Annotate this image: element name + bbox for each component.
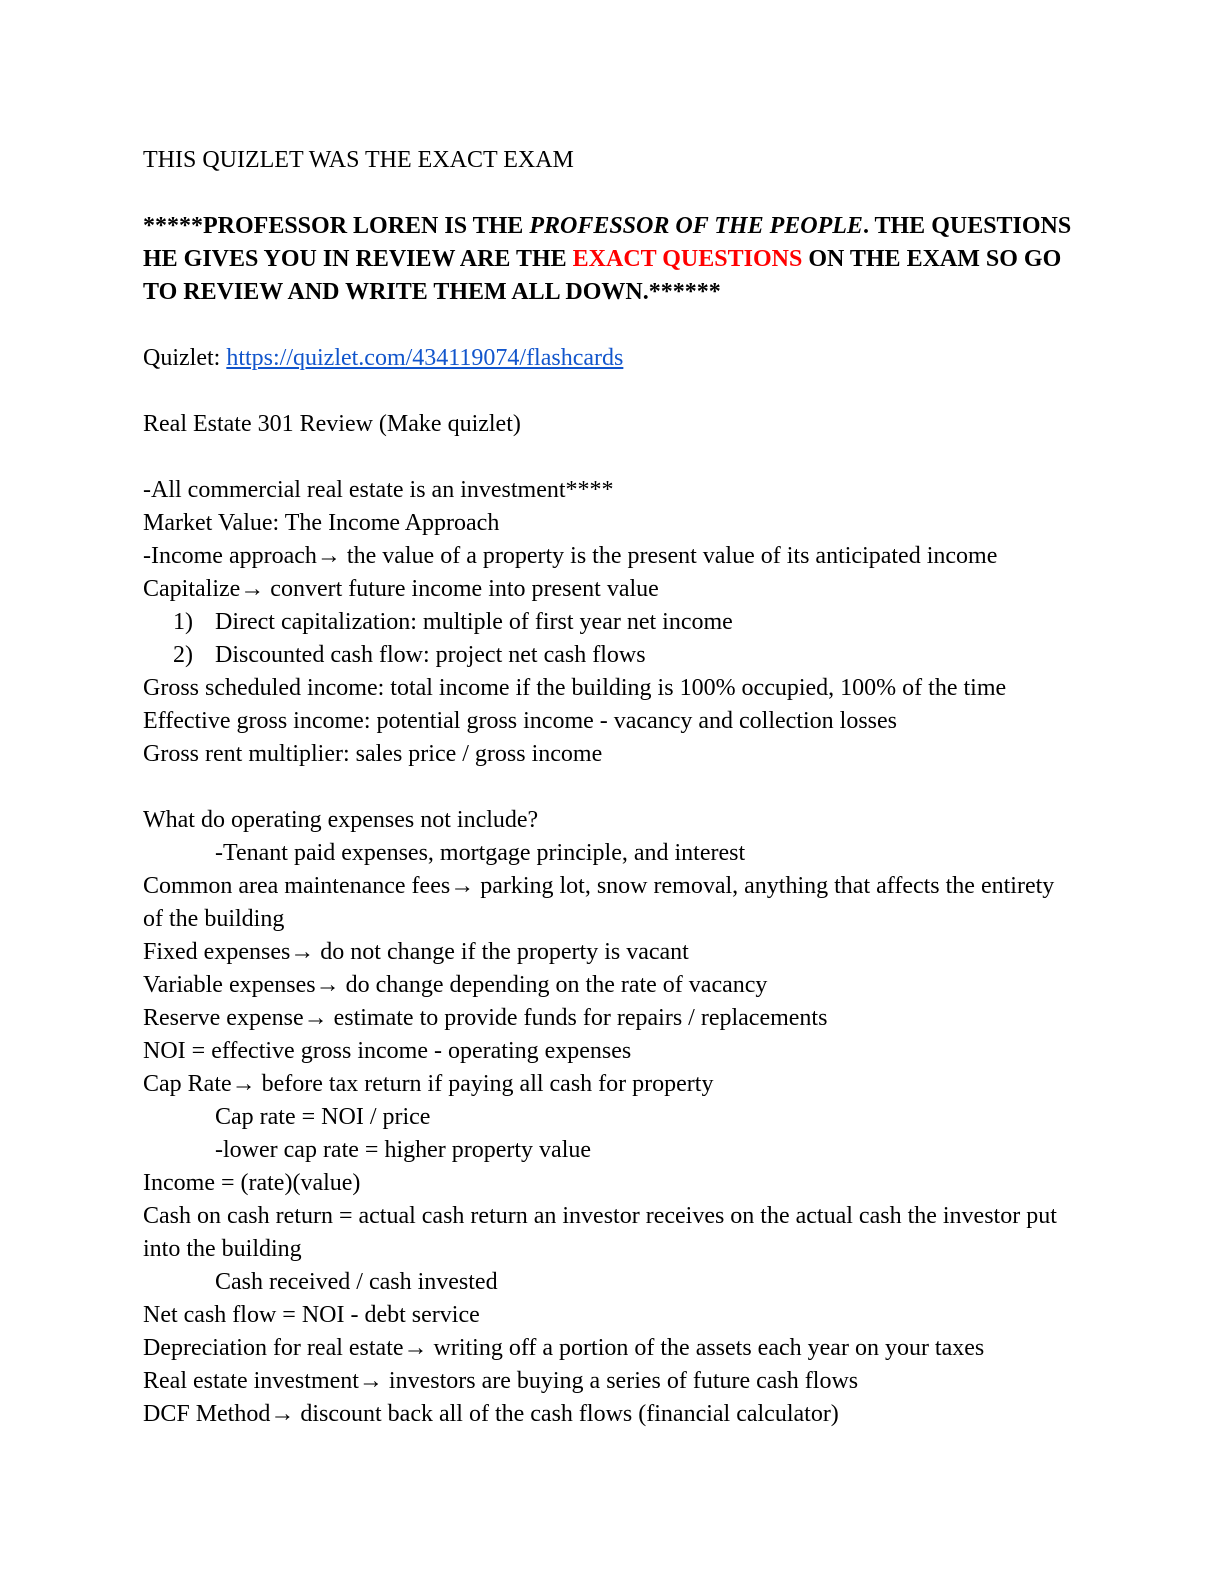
text-run: Variable expenses→ do change depending on the rate of vacancy [143,972,768,998]
text-run: Net cash flow = NOI - debt service [143,1302,480,1328]
exam-title-line [143,144,1079,177]
review-heading [143,408,1079,441]
text-run: Cash on cash return = actual cash return an investor receives on the actual cash the investor put into the building [143,1203,1063,1262]
paragraph [143,474,1079,507]
text-run: DCF Method→ discount back all of the cash flows (financial calculator) [143,1401,839,1427]
paragraph [143,1167,1079,1200]
paragraph [143,672,1079,705]
text-run: Common area maintenance fees→ parking lot, snow removal, anything that affects the entirety of the building [143,873,1061,932]
text-run: -All commercial real estate is an investment**** [143,477,614,503]
paragraph [143,1068,1079,1101]
text-run: Capitalize→ convert future income into present value [143,576,659,602]
text-run: -Tenant paid expenses, mortgage principle, and interest [215,840,746,866]
text-run: Quizlet: [143,345,227,371]
paragraph [143,804,1079,837]
paragraph [143,1134,1079,1167]
text-run: -lower cap rate = higher property value [215,1137,592,1163]
list-number: 2) [173,642,193,668]
paragraph [143,1299,1079,1332]
blank-line [143,309,1079,342]
paragraph [143,1365,1079,1398]
paragraph [143,606,1079,639]
text-run: THIS QUIZLET WAS THE EXACT EXAM [143,147,574,173]
paragraph [143,837,1079,870]
paragraph [143,936,1079,969]
text-run: PROFESSOR OF THE PEOPLE [529,213,863,239]
text-run: *****PROFESSOR LOREN IS THE [143,213,530,239]
paragraph [143,1398,1079,1431]
text-run: EXACT QUESTIONS [572,246,803,272]
text-run: Cash received / cash invested [215,1269,498,1295]
text-run: Discounted cash flow: project net cash flows [215,642,646,668]
paragraph [143,573,1079,606]
paragraph [143,540,1079,573]
text-run: Depreciation for real estate→ writing off a portion of the assets each year on your taxes [143,1335,985,1361]
paragraph [143,1266,1079,1299]
quizlet-link-line [143,342,1079,375]
text-run: Market Value: The Income Approach [143,510,500,536]
text-run: -Income approach→ the value of a property is the present value of its anticipated income [143,543,998,569]
paragraph [143,507,1079,540]
text-run: What do operating expenses not include? [143,807,539,833]
text-run: Income = (rate)(value) [143,1170,361,1196]
blank-line [143,375,1079,408]
paragraph [143,1200,1079,1266]
text-run: Fixed expenses→ do not change if the property is vacant [143,939,689,965]
blank-line [143,441,1079,474]
text-run: Cap Rate→ before tax return if paying all cash for property [143,1071,714,1097]
text-run: Real Estate 301 Review (Make quizlet) [143,411,521,437]
professor-warning [143,210,1079,309]
text-run: Gross scheduled income: total income if the building is 100% occupied, 100% of the time [143,675,1007,701]
text-run: Real estate investment→ investors are buying a series of future cash flows [143,1368,859,1394]
text-run: ON THE EXAM SO GO TO REVIEW AND WRITE THEM ALL DOWN.****** [143,246,1067,305]
text-run: . THE QUESTIONS HE GIVES YOU IN REVIEW ARE THE [143,213,1078,272]
text-run: Gross rent multiplier: sales price / gross income [143,741,603,767]
list-number: 1) [173,609,193,635]
paragraph [143,738,1079,771]
text-run: Cap rate = NOI / price [215,1104,431,1130]
paragraph [143,969,1079,1002]
quizlet-link[interactable]: https://quizlet.com/434119074/flashcards [226,345,624,371]
blank-line [143,177,1079,210]
paragraph [143,1101,1079,1134]
paragraph [143,639,1079,672]
paragraph [143,1002,1079,1035]
text-run: NOI = effective gross income - operating expenses [143,1038,632,1064]
blank-line [143,771,1079,804]
paragraph [143,870,1079,936]
paragraph [143,1035,1079,1068]
document-body [143,144,1079,1431]
text-run: Effective gross income: potential gross income - vacancy and collection losses [143,708,897,734]
text-run: Reserve expense→ estimate to provide funds for repairs / replacements [143,1005,828,1031]
paragraph [143,705,1079,738]
paragraph [143,1332,1079,1365]
text-run: Direct capitalization: multiple of first year net income [215,609,733,635]
